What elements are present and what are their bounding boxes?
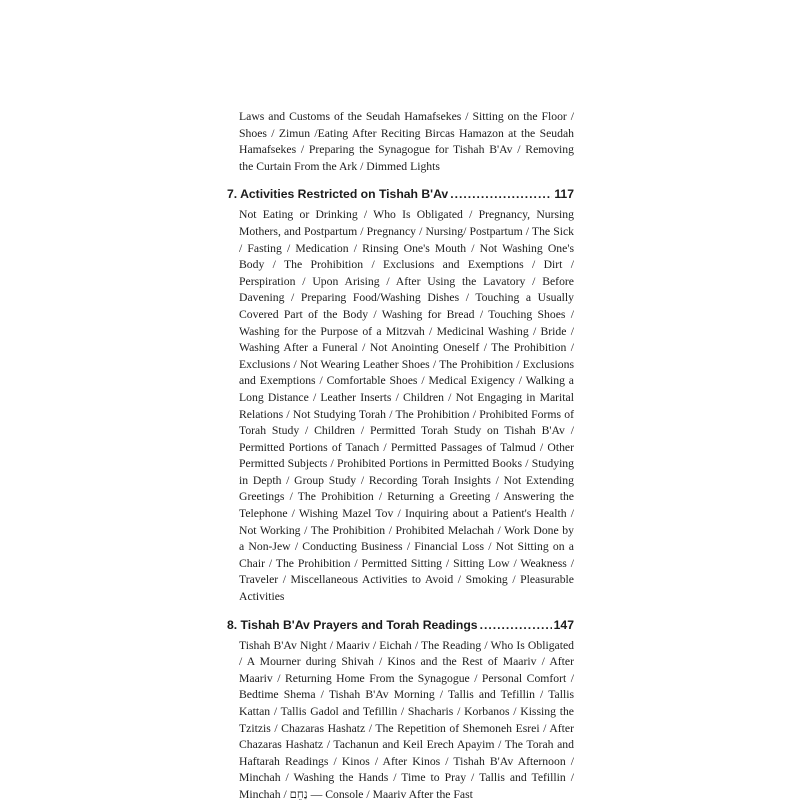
chapter-8-contents: Tishah B'Av Night / Maariv / Eichah / The Reading / Who Is Obligated / A Mourner during Shivah / Kinos and the Rest of Maariv / After Maariv / Returning Home From the Synagogue / Personal Comfort / Bedtime Shema / Tishah B'Av Morning / Tallis and Tefillin / Tallis Kattan / Tallis Gadol and Tefillin / Shacharis / Korbanos / Kissing the Tzitzis / Chazaras Hashatz / The Repetition of Shemoneh Esrei / After Chazaras Hashatz / Tachanun and Keil Erech Apayim / The Torah and Haftarah Readings / Kinos / After Kinos / Tishah B'Av Afternoon / Minchah / Washing the Hands / Time to Pray / Tallis and Tefillin / Minchah / נַחֵם — Console / Maariv After the Fast (239, 638, 574, 801)
chapter-8-title: 8. Tishah B'Av Prayers and Torah Readings (227, 617, 478, 632)
chapter-8-page-number: 147 (553, 617, 574, 632)
leader-dots (450, 186, 552, 202)
chapter-7-title: 7. Activities Restricted on Tishah B'Av (227, 187, 449, 202)
intro-paragraph: Laws and Customs of the Seudah Hamafsekes / Sitting on the Floor / Shoes / Zimun /Eating After Reciting Bircas Hamazon at the Seudah Hamafsekes / Preparing the Synagogue for Tishah B'Av / Removing the Curtain From the Ark / Dimmed Lights (239, 110, 574, 173)
chapter-7-contents: Not Eating or Drinking / Who Is Obligated / Pregnancy, Nursing Mothers, and Postpartum / Pregnancy / Nursing/ Postpartum / The Sick / Fasting / Medication / Rinsing One's Mouth / Not Washing One's Body / The Prohibition / Exclusions and Exemptions / Dirt / Perspiration / Upon Arising / After Using the Lavatory / Before Davening / Preparing Food/Washing Dishes / Touching a Usually Covered Part of the Body / Washing for Bread / Touching Shoes / Washing for the Purpose of a Mitzvah / Medicinal Washing / Bride / Washing After a Funeral / Not Anointing Oneself / The Prohibition / Exclusions / Not Wearing Leather Shoes / The Prohibition / Exclusions and Exemptions / Comfortable Shoes / Medical Exigency / Walking a Long Distance / Leather Inserts / Children / Not Engaging in Marital Relations / Not Studying Torah / The Prohibition / Prohibited Forms of Torah Study / Children / Permitted Torah Study on Tishah B'Av / Permitted Portions of Tanach / Permitted Passages of Talmud / Other Permitted Subjects / Prohibited Portions in Permitted Books / Studying in Depth / Group Study / Recording Torah Insights / Not Extending Greetings / The Prohibition / Returning a Greeting / Answering the Telephone / Wishing Mazel Tov / Inquiring about a Patient's Health / Not Working / The Prohibition / Prohibited Melachah / Work Done by a Non-Jew / Conducting Business / Financial Loss / Not Sitting on a Chair / The Prohibition / Permitted Sitting / Sitting Low / Weakness / Traveler / Miscellaneous Activities to Avoid / Smoking / Pleasurable Activities (239, 208, 574, 604)
table-of-contents (227, 109, 574, 804)
chapter-8-heading (227, 617, 574, 633)
chapter-7-page-number: 117 (554, 187, 574, 202)
chapter-7-heading (227, 186, 574, 202)
leader-dots (480, 617, 552, 633)
